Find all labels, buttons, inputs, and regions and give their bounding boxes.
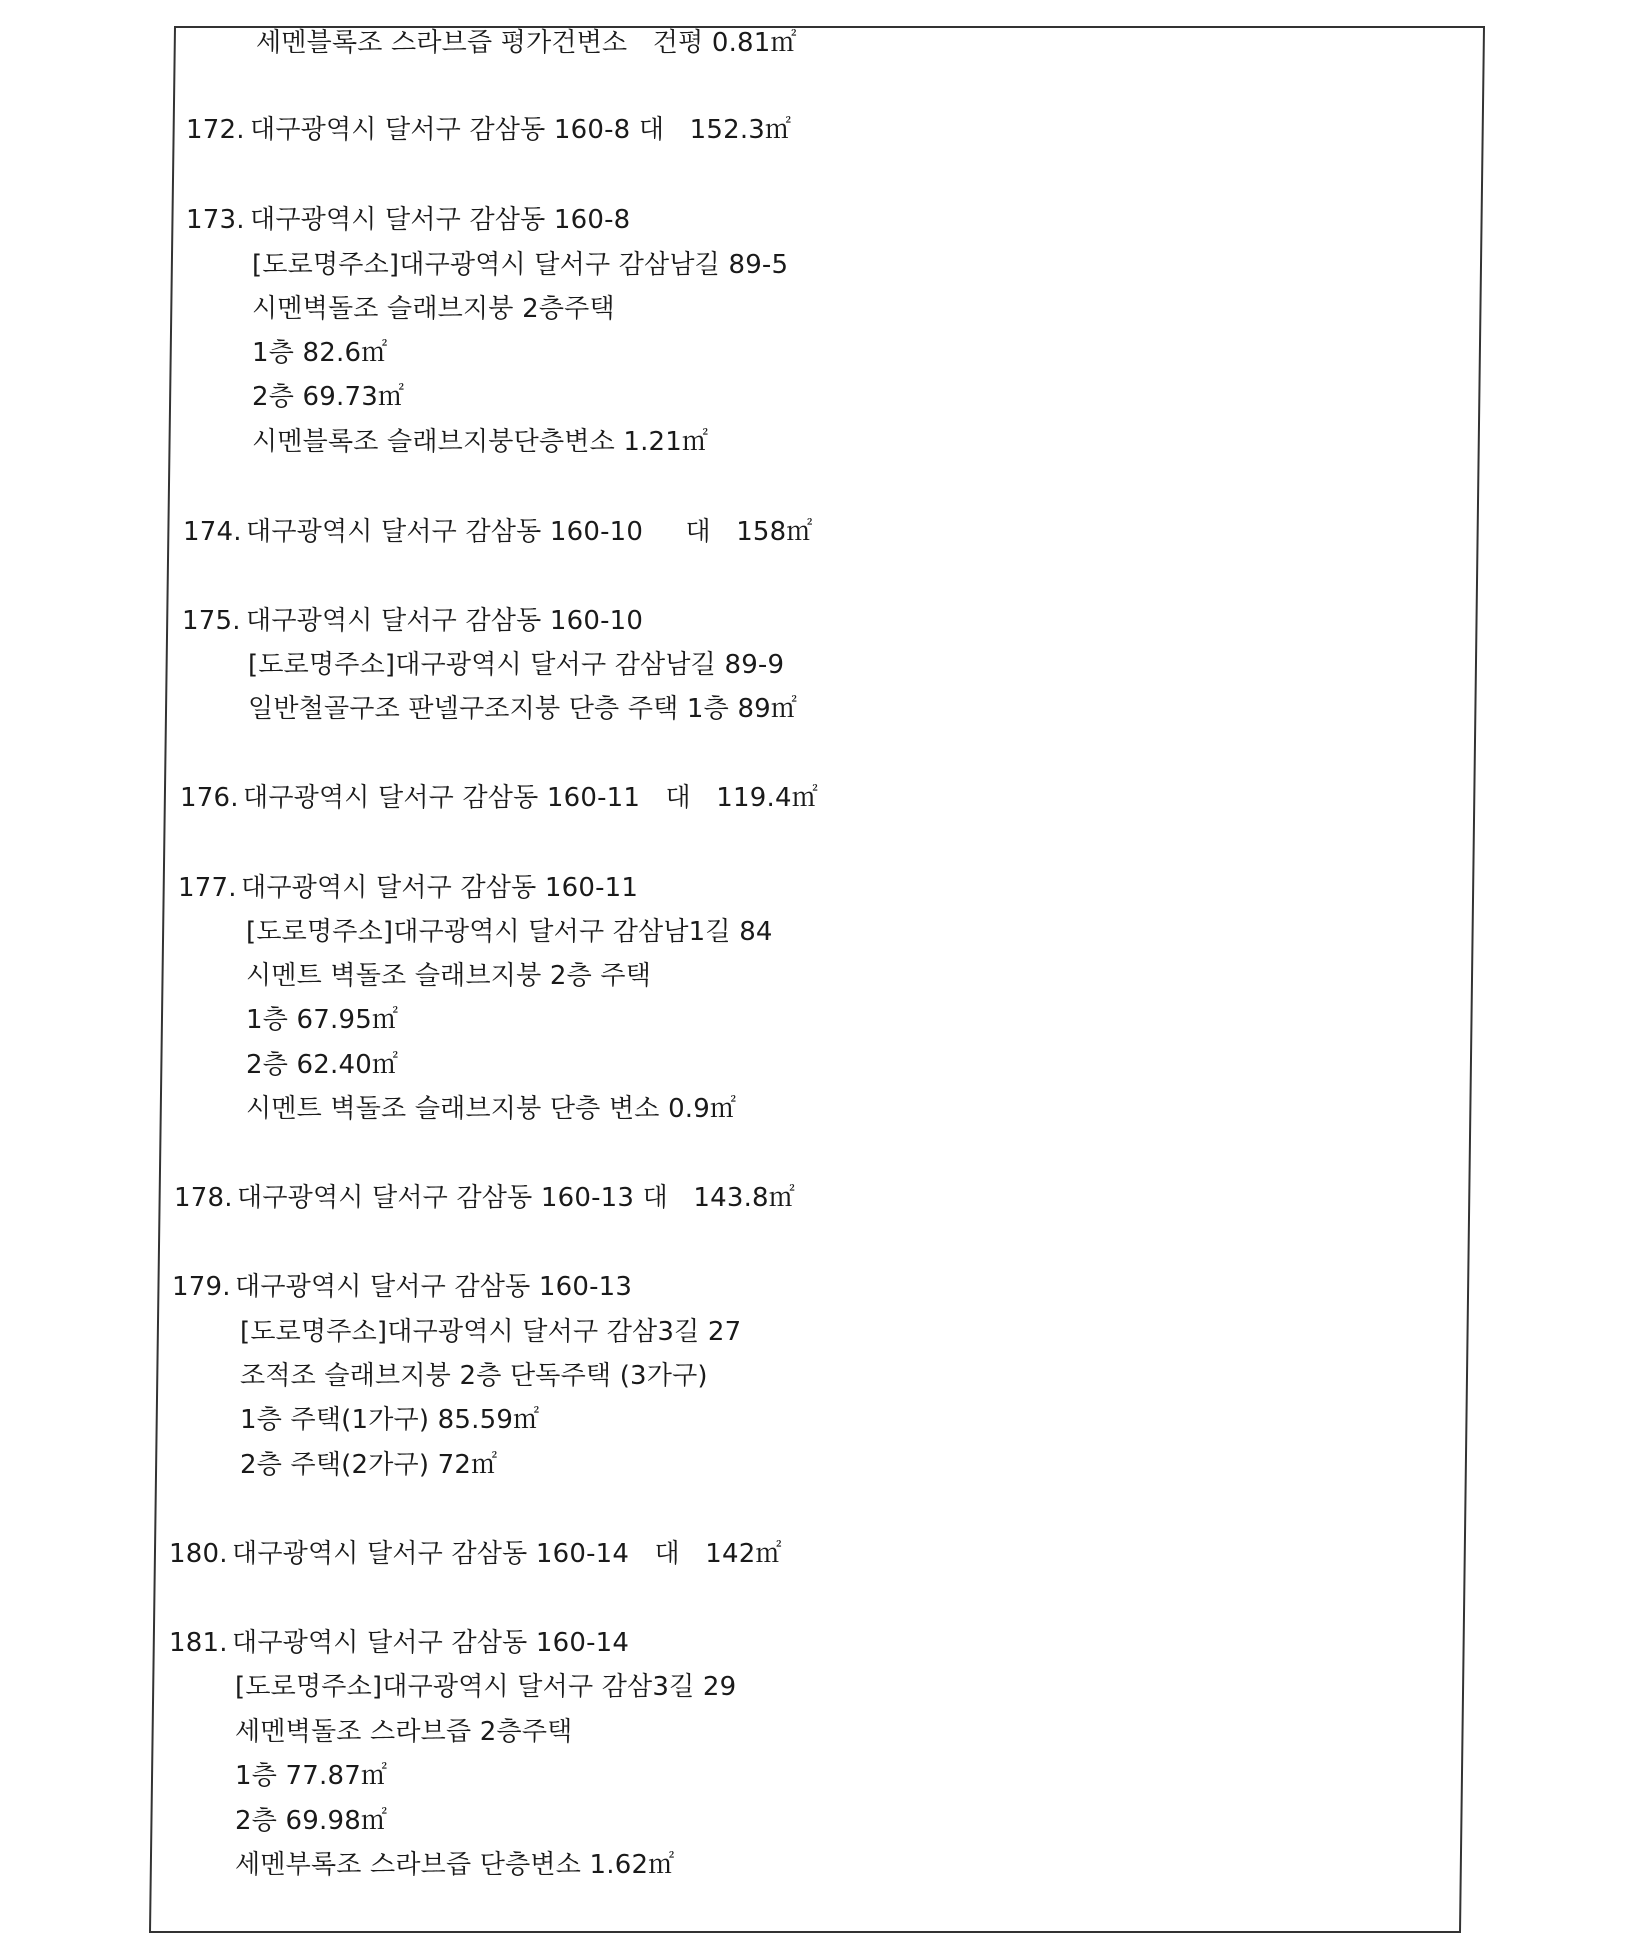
entry-detail: 2층 62.40㎡ (246, 1050, 399, 1080)
entry-heading: 대구광역시 달서구 감삼동 160-8 대 152.3㎡ (250, 115, 792, 145)
entry-number: 181. (169, 1628, 228, 1658)
entry-detail: [도로명주소]대구광역시 달서구 감삼3길 27 (240, 1317, 742, 1347)
entry-heading: 대구광역시 달서구 감삼동 160-13 (235, 1272, 633, 1302)
entry-detail: 조적조 슬래브지붕 2층 단독주택 (3가구) (240, 1361, 708, 1391)
entry-number: 172. (186, 115, 245, 145)
entry-detail: [도로명주소]대구광역시 달서구 감삼남1길 84 (246, 917, 773, 947)
entry-detail: 시멘트 벽돌조 슬래브지붕 2층 주택 (246, 961, 652, 991)
entry-heading: 대구광역시 달서구 감삼동 160-10 (246, 606, 644, 636)
entry-detail: 1층 주택(1가구) 85.59㎡ (240, 1405, 540, 1435)
entry-detail: 시멘블록조 슬래브지붕단층변소 1.21㎡ (252, 427, 709, 457)
entry-number: 174. (183, 517, 242, 547)
entry-detail: 시멘트 벽돌조 슬래브지붕 단층 변소 0.9㎡ (246, 1094, 737, 1124)
entry-detail: [도로명주소]대구광역시 달서구 감삼남길 89-5 (252, 250, 789, 280)
entry-detail: 1층 67.95㎡ (246, 1005, 399, 1035)
entry-detail: 2층 69.98㎡ (235, 1806, 388, 1836)
entry-detail: 2층 69.73㎡ (252, 382, 405, 412)
entry-detail: 시멘벽돌조 슬래브지붕 2층주택 (252, 294, 615, 324)
entry-heading: 대구광역시 달서구 감삼동 160-11 (241, 873, 639, 903)
entry-number: 180. (169, 1539, 228, 1569)
entry-number: 176. (180, 783, 239, 813)
entry-heading: 대구광역시 달서구 감삼동 160-10 대 158㎡ (246, 517, 813, 547)
entry-heading: 대구광역시 달서구 감삼동 160-13 대 143.8㎡ (237, 1183, 795, 1213)
entry-detail: 2층 주택(2가구) 72㎡ (240, 1450, 498, 1480)
entry-number: 179. (172, 1272, 231, 1302)
entry-number: 175. (182, 606, 241, 636)
entry-detail: [도로명주소]대구광역시 달서구 감삼3길 29 (235, 1672, 737, 1702)
continued-line: 세멘블록조 스라브즙 평가건변소 건평 0.81㎡ (256, 28, 797, 58)
entry-detail: 세멘부록조 스라브즙 단층변소 1.62㎡ (235, 1850, 675, 1880)
entry-detail: 세멘벽돌조 스라브즙 2층주택 (235, 1717, 573, 1747)
entry-heading: 대구광역시 달서구 감삼동 160-14 대 142㎡ (232, 1539, 782, 1569)
entry-detail: 1층 77.87㎡ (235, 1761, 388, 1791)
entry-number: 177. (178, 873, 237, 903)
entry-number: 178. (174, 1183, 233, 1213)
entry-heading: 대구광역시 달서구 감삼동 160-11 대 119.4㎡ (243, 783, 818, 813)
entry-detail: 1층 82.6㎡ (252, 338, 388, 368)
entry-heading: 대구광역시 달서구 감삼동 160-14 (232, 1628, 630, 1658)
entry-detail: [도로명주소]대구광역시 달서구 감삼남길 89-9 (248, 650, 785, 680)
entry-heading: 대구광역시 달서구 감삼동 160-8 (250, 205, 631, 235)
entry-detail: 일반철골구조 판넬구조지붕 단층 주택 1층 89㎡ (248, 694, 798, 724)
entry-number: 173. (186, 205, 245, 235)
